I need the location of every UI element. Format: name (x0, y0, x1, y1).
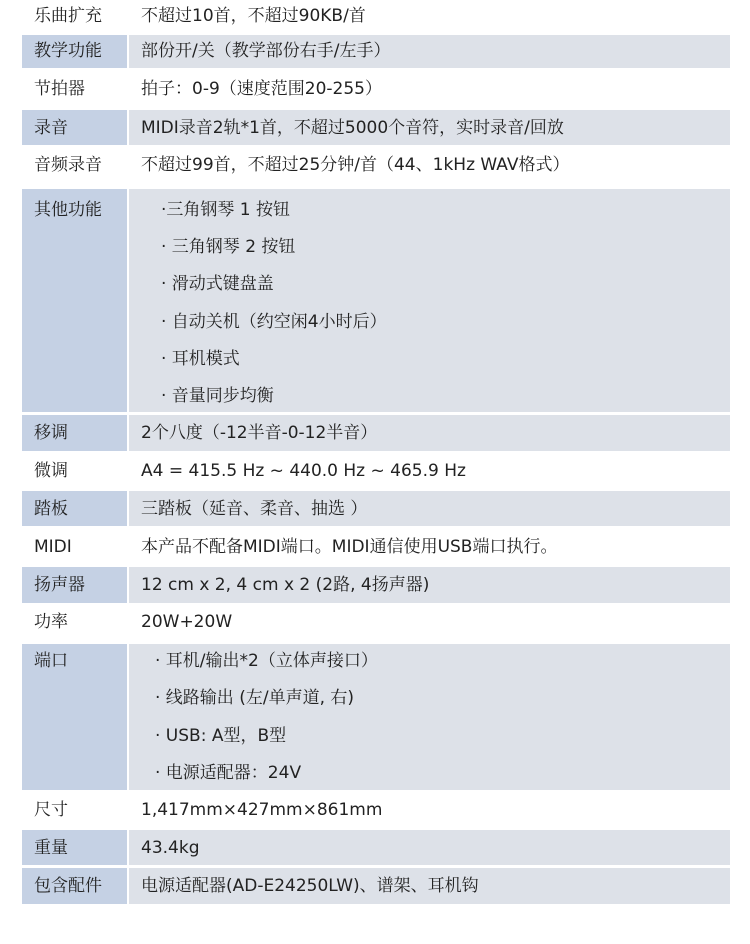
spec-value: A4 = 415.5 Hz ~ 440.0 Hz ~ 465.9 Hz (141, 461, 466, 481)
spec-row-weight (22, 830, 730, 865)
spec-bullet-item: · 耳机/输出*2（立体声接口） (155, 651, 378, 671)
spec-value: 2个八度（-12半音-0-12半音） (141, 423, 378, 443)
spec-row-metronome (22, 72, 730, 105)
spec-row-power (22, 604, 730, 640)
spec-value-cell (129, 604, 730, 640)
spec-label-cell (22, 491, 127, 526)
spec-value-cell (129, 35, 730, 68)
spec-label-cell (22, 830, 127, 865)
spec-value-cell (129, 830, 730, 865)
spec-value: 部份开/关（教学部份右手/左手） (141, 41, 391, 61)
spec-label: 踏板 (34, 499, 68, 519)
spec-label-cell (22, 110, 127, 145)
spec-label-cell (22, 35, 127, 68)
spec-bullet-item: · 音量同步均衡 (161, 386, 274, 406)
spec-value: 1,417mm×427mm×861mm (141, 800, 383, 820)
spec-label-cell (22, 567, 127, 603)
spec-value: 12 cm x 2, 4 cm x 2 (2路, 4扬声器) (141, 575, 430, 595)
spec-row-midi (22, 529, 730, 565)
spec-label: 微调 (34, 461, 68, 481)
spec-bullet-item: ·三角钢琴 1 按钮 (161, 200, 291, 220)
spec-value-cell (129, 567, 730, 603)
spec-label-cell (22, 0, 127, 33)
spec-label-cell (22, 415, 127, 451)
spec-label: 功率 (34, 612, 68, 632)
spec-row-speakers (22, 567, 730, 603)
spec-bullet-item: · 滑动式键盘盖 (161, 274, 274, 294)
spec-row-pedals (22, 491, 730, 526)
spec-label-cell (22, 644, 127, 790)
spec-label: 教学功能 (34, 41, 102, 61)
spec-value-cell (129, 491, 730, 526)
spec-value: 电源适配器(AD-E24250LW)、谱架、耳机钩 (141, 876, 479, 896)
spec-value: 20W+20W (141, 612, 233, 632)
spec-label: 移调 (34, 423, 68, 443)
spec-value: 不超过99首，不超过25分钟/首（44、1kHz WAV格式） (141, 155, 570, 175)
spec-value-cell (129, 415, 730, 451)
spec-label: 包含配件 (34, 876, 102, 896)
spec-bullet-item: · USB: A型，B型 (155, 726, 287, 746)
spec-row-audio-recording (22, 147, 730, 182)
spec-bullet-item: · 线路输出 (左/单声道, 右) (155, 688, 355, 708)
spec-value-cell (129, 147, 730, 182)
spec-bullet-item: · 耳机模式 (161, 349, 240, 369)
spec-label: 节拍器 (34, 79, 85, 99)
spec-row-included-accessories (22, 868, 730, 904)
spec-bullet-item: · 电源适配器：24V (155, 763, 302, 783)
spec-row-dimensions (22, 792, 730, 828)
spec-label: 端口 (34, 651, 68, 671)
spec-row-lesson-function (22, 35, 730, 68)
spec-row-tuning (22, 453, 730, 489)
spec-label: 录音 (34, 118, 68, 138)
spec-label-cell (22, 147, 127, 182)
spec-label: 扬声器 (34, 575, 85, 595)
spec-label: 其他功能 (34, 200, 102, 220)
spec-label: 重量 (34, 838, 68, 858)
spec-label-cell (22, 792, 127, 828)
spec-row-recording (22, 110, 730, 145)
spec-label: MIDI (34, 537, 72, 557)
spec-value-cell (129, 453, 730, 489)
spec-value: 43.4kg (141, 838, 200, 858)
spec-label-cell (22, 453, 127, 489)
spec-label-cell (22, 189, 127, 412)
spec-label-cell (22, 604, 127, 640)
spec-value-cell (129, 868, 730, 904)
spec-value: 不超过10首，不超过90KB/首 (141, 6, 366, 26)
spec-label: 尺寸 (34, 800, 68, 820)
spec-label-cell (22, 72, 127, 105)
spec-value-cell (129, 792, 730, 828)
spec-value-cell (129, 529, 730, 565)
spec-label-cell (22, 529, 127, 565)
spec-value-cell (129, 0, 730, 33)
spec-bullet-item: · 自动关机（约空闲4小时后） (161, 312, 387, 332)
spec-label-cell (22, 868, 127, 904)
spec-value-cell (129, 644, 730, 790)
spec-value: 本产品不配备MIDI端口。MIDI通信使用USB端口执行。 (141, 537, 558, 557)
spec-bullet-item: · 三角钢琴 2 按钮 (161, 237, 296, 257)
spec-row-ports (22, 644, 730, 790)
spec-value-cell (129, 110, 730, 145)
spec-value: 拍子：0-9（速度范围20-255） (141, 79, 382, 99)
spec-value: 三踏板（延音、柔音、抽选 ） (141, 499, 368, 519)
spec-label: 乐曲扩充 (34, 6, 102, 26)
spec-row-transpose (22, 415, 730, 451)
spec-row-other-functions (22, 189, 730, 412)
spec-value: MIDI录音2轨*1首，不超过5000个音符，实时录音/回放 (141, 118, 564, 138)
spec-label: 音频录音 (34, 155, 102, 175)
spec-value-cell (129, 72, 730, 105)
spec-row-music-expansion (22, 0, 730, 33)
spec-value-cell (129, 189, 730, 412)
